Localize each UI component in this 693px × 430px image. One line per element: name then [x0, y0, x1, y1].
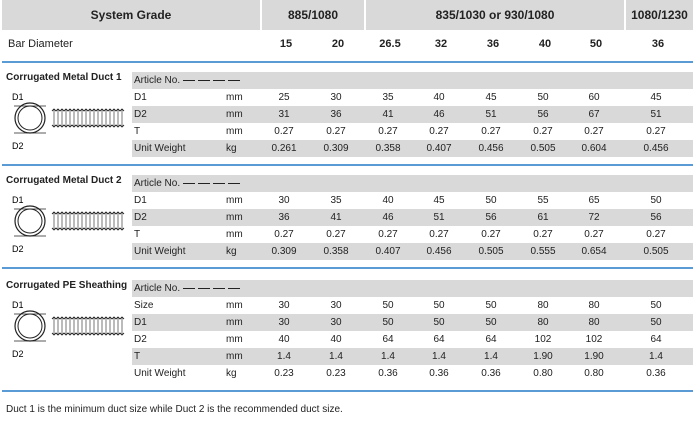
row-unit: mm	[226, 334, 243, 345]
cell-value: 0.407	[426, 143, 452, 154]
bar-diameter-value: 15	[279, 38, 293, 50]
row-label: D1	[134, 317, 147, 328]
cell-value: 41	[330, 212, 342, 223]
cell-value: 0.27	[481, 126, 501, 137]
bar-diameter-value: 50	[589, 38, 603, 50]
cell-value: 0.309	[323, 143, 349, 154]
cell-value: 56	[537, 109, 549, 120]
cell-value: 36	[278, 212, 290, 223]
cell-value: 0.456	[643, 143, 669, 154]
cell-value: 0.27	[584, 126, 604, 137]
row-label: Unit Weight	[134, 143, 186, 154]
article-blank-line	[228, 288, 240, 289]
cell-value: 0.27	[646, 126, 666, 137]
duct-profile-edge	[52, 212, 124, 214]
separator-line	[2, 390, 693, 392]
article-blank-line	[213, 183, 225, 184]
row-label: T	[134, 351, 141, 362]
table-row	[132, 226, 693, 243]
bar-diameter-value: 20	[331, 38, 345, 50]
row-label: Unit Weight	[134, 368, 186, 379]
cell-value: 0.505	[478, 246, 504, 257]
cell-value: 64	[650, 334, 662, 345]
cell-value: 30	[278, 300, 290, 311]
cell-value: 40	[278, 334, 290, 345]
row-label: D2	[134, 334, 147, 345]
grade-1080-header	[626, 0, 693, 30]
row-unit: mm	[226, 317, 243, 328]
cell-value: 0.27	[429, 229, 449, 240]
cell-value: 50	[433, 317, 445, 328]
cell-value: 0.505	[643, 246, 669, 257]
table-row	[132, 140, 693, 157]
duct-outer-circle	[15, 311, 45, 341]
row-label: D2	[134, 109, 147, 120]
cell-value: 41	[382, 109, 394, 120]
cell-value: 50	[382, 317, 394, 328]
row-label: D2	[134, 212, 147, 223]
duct-profile-edge	[52, 228, 124, 230]
footnote: Duct 1 is the minimum duct size while Duct 2 is the recommended duct size.	[6, 404, 343, 415]
cell-value: 1.4	[277, 351, 291, 362]
cell-value: 56	[650, 212, 662, 223]
cell-value: 0.27	[326, 126, 346, 137]
d2-label: D2	[12, 141, 24, 151]
cell-value: 80	[588, 300, 600, 311]
cell-value: 40	[433, 92, 445, 103]
cell-value: 0.80	[533, 368, 553, 379]
row-label: D1	[134, 92, 147, 103]
duct-inner-circle	[18, 314, 42, 338]
cell-value: 50	[485, 195, 497, 206]
cell-value: 0.654	[581, 246, 607, 257]
row-label: T	[134, 229, 141, 240]
article-blank-line	[228, 80, 240, 81]
bar-diameter-value: 32	[434, 38, 448, 50]
row-label: Unit Weight	[134, 246, 186, 257]
section-title: Corrugated Metal Duct 1	[6, 72, 122, 83]
article-row	[132, 72, 693, 89]
row-label: Size	[134, 300, 154, 311]
cell-value: 45	[650, 92, 662, 103]
duct-profile-edge	[52, 333, 124, 335]
duct-profile-edge	[52, 125, 124, 127]
cell-value: 56	[485, 212, 497, 223]
cell-value: 0.27	[584, 229, 604, 240]
article-blank-line	[183, 80, 195, 81]
article-blank-line	[183, 183, 195, 184]
cell-value: 51	[485, 109, 497, 120]
article-label-text: Article No.	[134, 75, 181, 86]
duct-diagram	[6, 86, 130, 154]
cell-value: 0.604	[581, 143, 607, 154]
row-unit: kg	[226, 368, 237, 379]
separator-line	[2, 61, 693, 63]
cell-value: 80	[588, 317, 600, 328]
bar-diameter-value: 40	[538, 38, 552, 50]
cell-value: 0.80	[584, 368, 604, 379]
cell-value: 0.23	[326, 368, 346, 379]
table-row	[132, 348, 693, 365]
cell-value: 40	[330, 334, 342, 345]
article-label	[134, 72, 240, 89]
row-label: D1	[134, 195, 147, 206]
cell-value: 30	[330, 300, 342, 311]
duct-outer-circle	[15, 206, 45, 236]
cell-value: 61	[537, 212, 549, 223]
cell-value: 0.27	[326, 229, 346, 240]
d1-label: D1	[12, 195, 24, 205]
table-row	[132, 297, 693, 314]
article-row	[132, 280, 693, 297]
cell-value: 30	[278, 195, 290, 206]
cell-value: 36	[330, 109, 342, 120]
cell-value: 0.23	[274, 368, 294, 379]
row-unit: mm	[226, 212, 243, 223]
cell-value: 0.27	[646, 229, 666, 240]
cell-value: 102	[534, 334, 552, 345]
cell-value: 1.4	[649, 351, 663, 362]
cell-value: 72	[588, 212, 600, 223]
table-row	[132, 209, 693, 226]
cell-value: 0.27	[429, 126, 449, 137]
article-row	[132, 175, 693, 192]
cell-value: 50	[382, 300, 394, 311]
cell-value: 0.407	[375, 246, 401, 257]
separator-line	[2, 164, 693, 166]
system-grade-label: System Grade	[90, 8, 172, 22]
cell-value: 0.27	[274, 126, 294, 137]
d2-label: D2	[12, 244, 24, 254]
article-blank-line	[183, 288, 195, 289]
cell-value: 1.90	[584, 351, 604, 362]
cell-value: 50	[650, 195, 662, 206]
bar-diameter-value: 26.5	[379, 38, 401, 50]
article-blank-line	[213, 80, 225, 81]
cell-value: 64	[433, 334, 445, 345]
cell-value: 55	[537, 195, 549, 206]
d1-label: D1	[12, 300, 24, 310]
table-row	[132, 365, 693, 382]
cell-value: 0.27	[481, 229, 501, 240]
cell-value: 0.261	[271, 143, 297, 154]
cell-value: 0.36	[481, 368, 501, 379]
duct-profile-edge	[52, 109, 124, 111]
cell-value: 0.27	[274, 229, 294, 240]
grade-885-label: 885/1080	[287, 8, 339, 22]
cell-value: 40	[382, 195, 394, 206]
article-label-text: Article No.	[134, 178, 181, 189]
cell-value: 35	[330, 195, 342, 206]
separator-line	[2, 267, 693, 269]
article-label	[134, 175, 240, 192]
cell-value: 30	[330, 92, 342, 103]
cell-value: 0.27	[533, 229, 553, 240]
bar-diameter-row	[2, 30, 693, 58]
bar-diameter-label: Bar Diameter	[8, 38, 73, 50]
cell-value: 0.358	[323, 246, 349, 257]
grade-885-header	[262, 0, 364, 30]
row-unit: mm	[226, 92, 243, 103]
article-blank-line	[198, 80, 210, 81]
table-row	[132, 123, 693, 140]
cell-value: 50	[485, 317, 497, 328]
duct-diagram	[6, 189, 130, 257]
cell-value: 0.555	[530, 246, 556, 257]
cell-value: 50	[433, 300, 445, 311]
row-unit: mm	[226, 300, 243, 311]
cell-value: 50	[650, 300, 662, 311]
cell-value: 1.4	[432, 351, 446, 362]
article-label-text: Article No.	[134, 283, 181, 294]
row-unit: mm	[226, 351, 243, 362]
duct-inner-circle	[18, 106, 42, 130]
cell-value: 0.456	[426, 246, 452, 257]
cell-value: 25	[278, 92, 290, 103]
cell-value: 45	[485, 92, 497, 103]
row-unit: kg	[226, 246, 237, 257]
row-unit: mm	[226, 126, 243, 137]
cell-value: 67	[588, 109, 600, 120]
article-label	[134, 280, 240, 297]
cell-value: 64	[485, 334, 497, 345]
cell-value: 1.4	[329, 351, 343, 362]
cell-value: 31	[278, 109, 290, 120]
table-row	[132, 106, 693, 123]
cell-value: 60	[588, 92, 600, 103]
section-title: Corrugated Metal Duct 2	[6, 175, 122, 186]
cell-value: 0.456	[478, 143, 504, 154]
cell-value: 51	[650, 109, 662, 120]
article-blank-line	[228, 183, 240, 184]
cell-value: 46	[382, 212, 394, 223]
row-unit: mm	[226, 229, 243, 240]
row-unit: mm	[226, 195, 243, 206]
cell-value: 1.4	[484, 351, 498, 362]
table-row	[132, 314, 693, 331]
bar-diameter-value: 36	[651, 38, 665, 50]
d1-label: D1	[12, 92, 24, 102]
duct-profile-edge	[52, 317, 124, 319]
cell-value: 0.36	[429, 368, 449, 379]
row-unit: kg	[226, 143, 237, 154]
row-unit: mm	[226, 109, 243, 120]
article-blank-line	[198, 288, 210, 289]
grade-835-label: 835/1030 or 930/1080	[435, 8, 555, 22]
cell-value: 50	[650, 317, 662, 328]
duct-diagram	[6, 294, 130, 362]
cell-value: 80	[537, 300, 549, 311]
row-label: T	[134, 126, 141, 137]
cell-value: 35	[382, 92, 394, 103]
grade-835-header	[366, 0, 624, 30]
cell-value: 0.358	[375, 143, 401, 154]
table-row	[132, 89, 693, 106]
cell-value: 65	[588, 195, 600, 206]
cell-value: 30	[278, 317, 290, 328]
duct-outer-circle	[15, 103, 45, 133]
duct-inner-circle	[18, 209, 42, 233]
cell-value: 80	[537, 317, 549, 328]
cell-value: 46	[433, 109, 445, 120]
cell-value: 0.27	[533, 126, 553, 137]
table-row	[132, 331, 693, 348]
cell-value: 50	[485, 300, 497, 311]
grade-1080-label: 1080/1230	[631, 8, 688, 22]
cell-value: 30	[330, 317, 342, 328]
cell-value: 0.27	[378, 126, 398, 137]
cell-value: 1.4	[381, 351, 395, 362]
cell-value: 50	[537, 92, 549, 103]
table-row	[132, 243, 693, 260]
cell-value: 51	[433, 212, 445, 223]
article-blank-line	[198, 183, 210, 184]
cell-value: 0.309	[271, 246, 297, 257]
cell-value: 0.505	[530, 143, 556, 154]
cell-value: 1.90	[533, 351, 553, 362]
cell-value: 0.36	[378, 368, 398, 379]
table-row	[132, 192, 693, 209]
cell-value: 45	[433, 195, 445, 206]
article-blank-line	[213, 288, 225, 289]
cell-value: 102	[585, 334, 603, 345]
cell-value: 0.27	[378, 229, 398, 240]
system-grade-header	[2, 0, 260, 30]
section-title: Corrugated PE Sheathing	[6, 280, 128, 291]
cell-value: 0.36	[646, 368, 666, 379]
d2-label: D2	[12, 349, 24, 359]
bar-diameter-value: 36	[486, 38, 500, 50]
cell-value: 64	[382, 334, 394, 345]
